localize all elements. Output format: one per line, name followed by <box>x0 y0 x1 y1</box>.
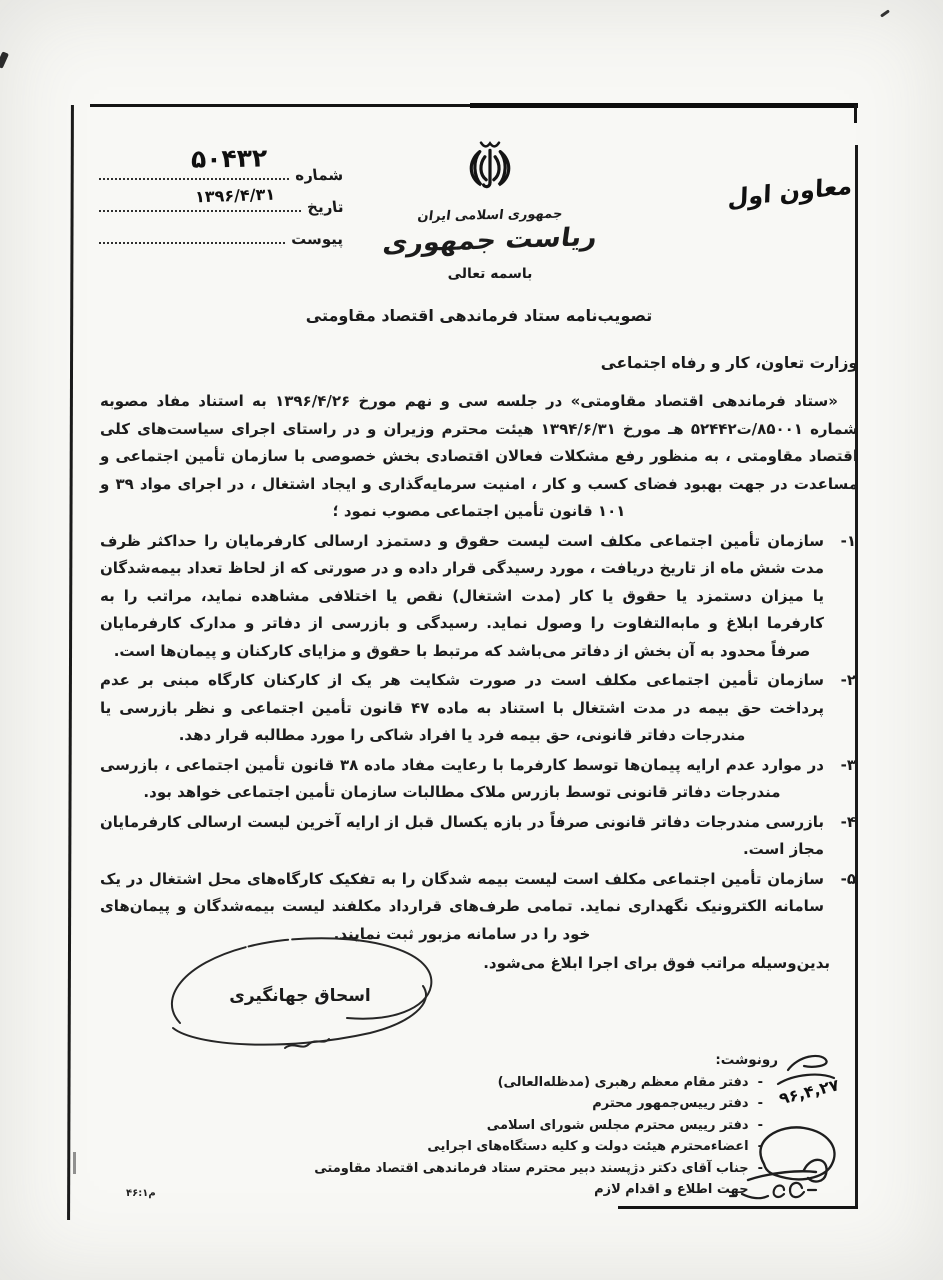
org-line-2: ریاست جمهوری <box>380 222 600 259</box>
scan-artifact-left <box>0 51 9 68</box>
item-2-number: ۲- <box>840 671 856 689</box>
attachment-dotted-line <box>99 241 285 244</box>
cc-item-2 <box>298 1093 778 1115</box>
cc-item-4-text: اعضاءمحترم هیئت دولت و کلیه دستگاه‌های اجرایی <box>427 1139 749 1154</box>
cc-item-3-text: دفتر رییس محترم مجلس شورای اسلامی <box>486 1117 749 1133</box>
date-handwritten-value: ۱۳۹۶/۴/۳۱ <box>194 184 276 207</box>
handwritten-date-note: ۹۶,۴,۲۷ <box>777 1075 841 1109</box>
closing-line: بدین‌وسیله مراتب فوق برای اجرا ابلاغ می‌شود. <box>483 954 830 972</box>
item-4-number: ۴- <box>840 812 856 831</box>
body-item-2 <box>100 667 858 750</box>
scan-artifact-right <box>880 9 890 17</box>
item-5-number: ۵- <box>840 869 856 888</box>
cc-block <box>298 1050 778 1201</box>
besmele-line: باسمه تعالی <box>447 266 533 282</box>
item-2-text: سازمان تأمین اجتماعی مکلف است در صورت شکایت هر یک از کارکنان کارگاه مبنی بر عدم پرداخت حق بیمه در مدت اشتغال با استناد به ماده ۴۷ قانون تأمین اجتماعی و نظر بازرسی یا مندرجات دفاتر قانونی، حق بیمه فرد یا افراد شاکی را مورد مطالبه قرار دهد. <box>100 671 824 744</box>
signatory-name: اسحاق جهانگیری <box>229 986 371 1006</box>
number-handwritten-value: ۵۰۴۳۲ <box>190 143 268 174</box>
cc-item-3 <box>298 1115 778 1137</box>
handwritten-top-note: معاون اول <box>727 171 853 213</box>
cc-item-1-text: دفتر مقام معظم رهبری (مدظله‌العالی) <box>497 1074 749 1090</box>
letter-body <box>100 388 858 993</box>
cc-item-2-text: دفتر رییس‌جمهور محترم <box>592 1096 749 1111</box>
cc-bullet: - <box>757 1160 763 1176</box>
number-label: شماره <box>294 166 344 184</box>
scan-artifact-dust <box>73 1152 76 1174</box>
cc-item-1 <box>298 1072 778 1094</box>
frame-right-stub <box>854 105 857 123</box>
item-3-text: در موارد عدم ارایه پیمان‌ها توسط کارفرما با رعایت مفاد ماده ۳۸ قانون تأمین اجتماعی ، بازرسی مندرجات دفاتر قانونی توسط بازرس ملاک مطالبات سازمان تأمین اجتماعی خواهد بود. <box>100 755 824 801</box>
document-title: تصویب‌نامه ستاد فرماندهی اقتصاد مقاومتی <box>305 306 653 325</box>
item-1-number: ۱- <box>840 531 856 550</box>
cc-bullet: - <box>757 1074 763 1090</box>
cc-item-4 <box>298 1136 778 1158</box>
cc-bullet: - <box>757 1096 763 1111</box>
frame-left-line <box>67 105 74 1220</box>
frame-top-line-thick <box>470 103 858 108</box>
body-item-3 <box>100 752 858 807</box>
attachment-label: پیوست <box>290 230 344 248</box>
letterhead <box>340 128 640 259</box>
cc-item-5-text: جناب آقای دکتر دژپسند دبیر محترم ستاد فرماندهی اقتصاد مقاومتی جهت اطلاع و اقدام لازم <box>314 1160 749 1197</box>
addressee-line: وزارت تعاون، کار و رفاه اجتماعی <box>600 354 858 372</box>
ref-date-row <box>95 184 345 216</box>
item-5-text: سازمان تأمین اجتماعی مکلف است لیست بیمه شدگان را به تفکیک کارگاه‌های محل اشتغال در یک سامانه الکترونیک نگهداری نماید. تمامی طرف‌های قرارداد مکلفند لیست بیمه‌شدگان و پیمان‌های خود را در سامانه مزبور ثبت نمایند. <box>100 869 824 943</box>
ref-number-row <box>95 143 345 184</box>
cc-bullet: - <box>757 1139 763 1154</box>
print-code: م۴۶:۱ <box>126 1188 156 1199</box>
cc-item-5 <box>298 1158 778 1201</box>
cc-label: رونوشت: <box>715 1052 778 1068</box>
reference-block <box>95 143 345 248</box>
org-line-1: جمهوری اسلامی ایران <box>416 206 564 225</box>
ref-attachment-row <box>95 216 345 248</box>
number-dotted-line <box>99 177 289 180</box>
frame-bottom-line <box>618 1206 858 1209</box>
cc-bullet: - <box>757 1117 763 1133</box>
item-4-text: بازرسی مندرجات دفاتر قانونی صرفاً در بازه یکسال قبل از ارایه آخرین لیست ارسالی کارفرمایان مجاز است. <box>100 812 824 858</box>
item-1-text: سازمان تأمین اجتماعی مکلف است لیست حقوق و دستمزد ارسالی کارفرمایان را حداکثر ظرف مدت شش ماه از تاریخ دریافت ، مورد رسیدگی قرار داده و در صورتی که از لحاظ تعداد بیمه‌شدگان یا میزان دستمزد یا حقوق یا کار (مدت اشتغال) نقص یا اختلافی مشاهده نماید، مراتب را به کارفرما ابلاغ و مابه‌التفاوت را وصول نماید. رسیدگی و بازرسی از دفاتر و مدارک کارفرمایان صرفاً محدود به آن بخش از دفاتر می‌باشد که مرتبط با حقوق و مزایای کارکنان و پیمان‌ها است. <box>100 531 824 660</box>
item-3-number: ۳- <box>840 755 856 774</box>
iran-national-emblem-icon <box>458 128 522 206</box>
body-item-1 <box>100 528 858 666</box>
date-dotted-line <box>99 209 301 212</box>
date-label: تاریخ <box>305 198 344 216</box>
intro-paragraph: «ستاد فرماندهی اقتصاد مقاومتی» در جلسه سی و نهم مورخ ۱۳۹۶/۴/۲۶ به استناد مفاد مصوبه شماره ۸۵۰۰۱/ت۵۲۴۴۲ هـ مورخ ۱۳۹۴/۶/۳۱ هیئت محترم وزیران و در راستای اجرای سیاست‌های کلی اقتصاد مقاومتی ، به منظور رفع مشکلات فعالان اقتصادی بخش خصوصی با سازمان تأمین اجتماعی و مساعدت در جهت بهبود فضای کسب و کار ، امنیت سرمایه‌گذاری و ایجاد اشتغال ، در اجرای مواد ۳۹ و ۱۰۱ قانون تأمین اجتماعی مصوب نمود ؛ <box>100 392 858 520</box>
body-item-4 <box>100 809 858 864</box>
handwritten-note-scribble-icon <box>726 1176 821 1206</box>
